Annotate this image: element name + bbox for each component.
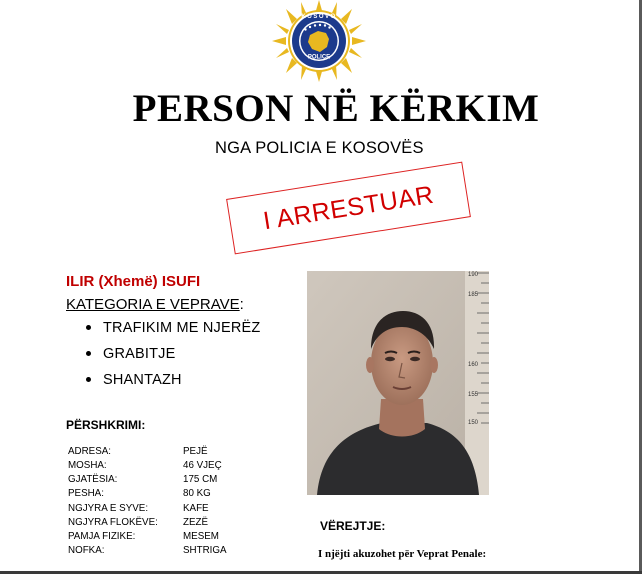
description-heading: PËRSHKRIMI:: [66, 418, 146, 432]
height-scale-label: 160: [468, 362, 479, 368]
page-title: PERSON NË KËRKIM: [132, 87, 540, 130]
crime-label: GRABITJE: [103, 346, 176, 362]
description-row: [68, 545, 268, 559]
emblem-ring-text: KOSOVO: [301, 14, 337, 20]
police-emblem-logo: [272, 0, 366, 82]
page-subtitle: NGA POLICIA E KOSOVËS: [215, 139, 424, 157]
description-row: [68, 517, 268, 531]
emblem-badge-text: POLICE: [307, 54, 331, 61]
description-value: PEJË: [183, 446, 208, 457]
description-row: [68, 446, 268, 460]
height-scale-label: 150: [468, 420, 479, 426]
description-value: ZEZË: [183, 517, 209, 528]
bullet-icon: [86, 351, 91, 356]
description-row: [68, 531, 268, 545]
bullet-icon: [86, 377, 91, 382]
crime-list-item: [86, 372, 182, 388]
description-label: NGJYRA E SYVE:: [68, 503, 149, 514]
description-value: 46 VJEÇ: [183, 460, 222, 471]
categories-heading-text: KATEGORIA E VEPRAVE: [66, 296, 240, 313]
description-row: [68, 503, 268, 517]
height-scale-label: 190: [468, 272, 479, 278]
crime-label: TRAFIKIM ME NJERËZ: [103, 320, 261, 336]
categories-heading-colon: :: [239, 296, 244, 313]
description-row: [68, 460, 268, 474]
remarks-text: I njëjti akuzohet për Veprat Penale:: [318, 548, 487, 560]
description-label: PAMJA FIZIKE:: [68, 531, 136, 542]
bullet-icon: [86, 325, 91, 330]
height-scale-label: 185: [468, 292, 479, 298]
description-label: GJATËSIA:: [68, 474, 118, 485]
description-row: [68, 488, 268, 502]
crime-list-item: [86, 320, 260, 336]
arrested-stamp-text: I ARRESTUAR: [261, 180, 436, 235]
height-scale-label: 155: [468, 392, 479, 398]
description-label: NOFKA:: [68, 545, 105, 556]
description-label: MOSHA:: [68, 460, 107, 471]
arrested-stamp: [226, 162, 471, 255]
description-value: MESEM: [183, 531, 219, 542]
description-value: SHTRIGA: [183, 545, 227, 556]
description-row: [68, 474, 268, 488]
description-label: ADRESA:: [68, 446, 112, 457]
crime-list-item: [86, 346, 176, 362]
remarks-heading: VËREJTJE:: [320, 519, 386, 533]
description-label: NGJYRA FLOKËVE:: [68, 517, 158, 528]
suspect-photo: [307, 271, 489, 495]
crime-label: SHANTAZH: [103, 372, 182, 388]
description-value: 80 KG: [183, 488, 211, 499]
description-value: 175 CM: [183, 474, 218, 485]
description-label: PESHA:: [68, 488, 104, 499]
person-name: ILIR (Xhemë) ISUFI: [66, 273, 201, 290]
description-value: KAFE: [183, 503, 209, 514]
categories-heading: [66, 296, 244, 313]
